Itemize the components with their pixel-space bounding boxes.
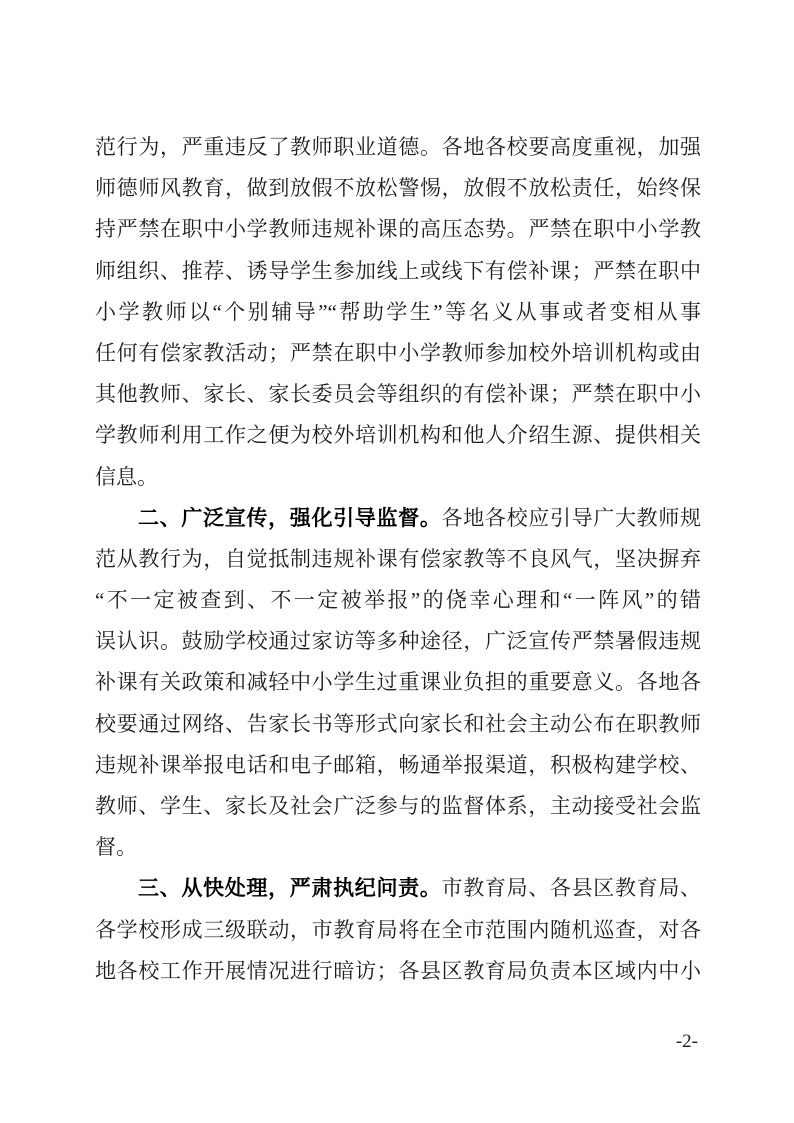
text-line: 误认识。鼓励学校通过家访等多种途径，广泛宣传严禁暑假违规 — [95, 629, 701, 654]
text-line: 范行为，严重违反了教师职业道德。各地各校要高度重视，加强 — [95, 135, 701, 159]
section-3-heading-rest: 市教育局、各县区教育局、 — [441, 876, 701, 901]
text-line: 补课有关政策和减轻中小学生过重课业负担的重要意义。各地各 — [95, 670, 701, 695]
text-line: 督。 — [95, 835, 137, 860]
page-number: -2- — [675, 1031, 698, 1052]
text-line: 信息。 — [95, 464, 158, 489]
text-line: 校要通过网络、告家长书等形式向家长和社会主动公布在职教师 — [95, 711, 701, 736]
text-line: 师德师风教育，做到放假不放松警惕，放假不放松责任，始终保 — [95, 176, 701, 201]
text-line: 地各校工作开展情况进行暗访；各县区教育局负责本区域内中小 — [95, 958, 701, 983]
text-line: 任何有偿家教活动；严禁在职中小学教师参加校外培训机构或由 — [95, 340, 701, 365]
text-line: 范从教行为，自觉抵制违规补课有偿家教等不良风气，坚决摒弃 — [95, 546, 701, 571]
text-line — [95, 868, 701, 909]
section-2-heading: 二、广泛宣传，强化引导监督。 — [138, 506, 442, 530]
text-line: 其他教师、家长、家长委员会等组织的有偿补课；严禁在职中小 — [95, 382, 701, 407]
text-line: “不一定被查到、不一定被举报”的侥幸心理和“一阵风”的错 — [95, 588, 701, 613]
text-line: 各学校形成三级联动，市教育局将在全市范围内随机巡查，对各 — [95, 917, 701, 942]
section-3-heading: 三、从快处理，严肃执纪问责。 — [138, 877, 442, 901]
text-line: 教师、学生、家长及社会广泛参与的监督体系，主动接受社会监 — [95, 794, 701, 818]
text-line: 学教师利用工作之便为校外培训机构和他人介绍生源、提供相关 — [95, 423, 701, 448]
text-line: 违规补课举报电话和电子邮箱，畅通举报渠道，积极构建学校、 — [95, 752, 701, 777]
text-line: 小学教师以“个别辅导”“帮助学生”等名义从事或者变相从事 — [95, 299, 701, 324]
text-line: 持严禁在职中小学教师违规补课的高压态势。严禁在职中小学教 — [95, 217, 701, 242]
section-2-heading-rest: 各地各校应引导广大教师规 — [441, 505, 701, 530]
document-body — [95, 127, 701, 992]
text-line — [95, 498, 701, 539]
text-line: 师组织、推荐、诱导学生参加线上或线下有偿补课；严禁在职中 — [95, 258, 701, 283]
